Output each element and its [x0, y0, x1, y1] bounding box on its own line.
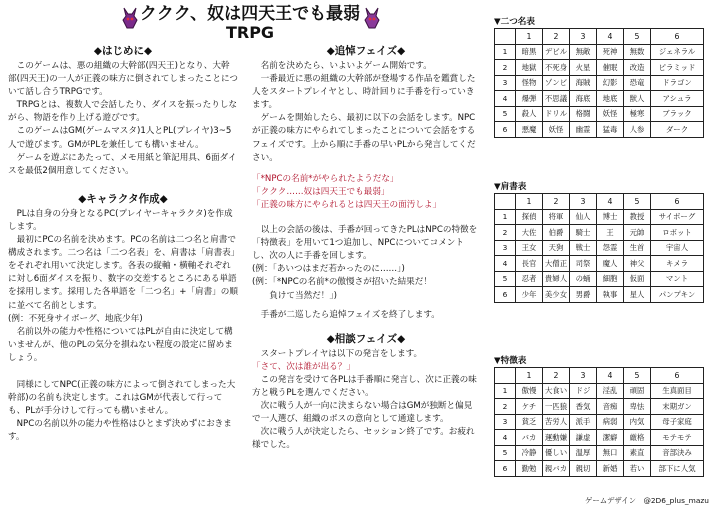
table-cell: パンプキン [651, 287, 704, 303]
table-cell: 仙人 [570, 209, 597, 225]
table-cell: 6 [495, 461, 516, 477]
table-cell: 獣人 [624, 91, 651, 107]
table-cell: 殺人 [516, 106, 543, 122]
table-cell: 病弱 [597, 414, 624, 430]
table-cell: 4 [597, 368, 624, 384]
table-row [495, 225, 704, 241]
table-cell: 無数 [624, 44, 651, 60]
title-table-block [494, 181, 704, 303]
table-cell: 戦士 [570, 240, 597, 256]
table-cell: 音痴 [597, 399, 624, 415]
table-cell: ケチ [516, 399, 543, 415]
table-cell: 末期ガン [651, 399, 704, 415]
character-paragraph: 名前以外の能力や性格についてはPLが自由に決定して構いませんが、他のPLの気分を損ねない程度の設定に留めましょう。 [8, 326, 233, 363]
table-cell: 4 [597, 194, 624, 210]
table-cell: 地底 [597, 91, 624, 107]
table-cell: 探偵 [516, 209, 543, 225]
table-cell: 5 [495, 271, 516, 287]
table-cell: 死神 [597, 44, 624, 60]
table-cell: 恐竜 [624, 75, 651, 91]
table-row [495, 383, 704, 399]
trait-table-block [494, 355, 704, 477]
intro-paragraph: このゲームはGM(ゲームマスタ)1人とPL(プレイヤ)3~5人で遊びます。GMがPLを兼任しても構いません。 [8, 126, 232, 150]
table-title: ▼肩書表 [494, 182, 527, 192]
table-cell: マント [651, 271, 704, 287]
table-row [495, 287, 704, 303]
table-cell: 極寒 [624, 106, 651, 122]
table-cell: 卑怯 [624, 399, 651, 415]
table-cell: 優しい [543, 445, 570, 461]
table-cell: 暗黒 [516, 44, 543, 60]
table-cell: の蛹 [570, 271, 597, 287]
table-cell: ドラゴン [651, 75, 704, 91]
table-cell: 貧乏 [516, 414, 543, 430]
table-cell: 不思議 [543, 91, 570, 107]
memorial-paragraph: 名前を決めたら、いよいよゲーム開始です。 [252, 61, 432, 71]
table-cell: 地獄 [516, 60, 543, 76]
table-cell: アシュラ [651, 91, 704, 107]
title-table [494, 193, 704, 303]
table-cell: 大食い [543, 383, 570, 399]
title-line-1: ククク、奴は四天王でも最弱 [139, 4, 361, 24]
table-cell: バカ [516, 430, 543, 446]
title-line-2: TRPG [225, 23, 275, 42]
table-row [495, 106, 704, 122]
table-cell: 生真面目 [651, 383, 704, 399]
table-cell: 元帥 [624, 225, 651, 241]
character-paragraph: NPCの名前以外の能力や性格はひとまず決めずにおきます。 [8, 419, 232, 443]
nickname-table [494, 28, 704, 138]
table-cell: 神父 [624, 256, 651, 272]
table-cell: 怪物 [516, 75, 543, 91]
table-cell: 幽霊 [570, 122, 597, 138]
table-cell: 忍者 [516, 271, 543, 287]
table-row [495, 256, 704, 272]
table-cell: 謙虚 [570, 430, 597, 446]
table-cell: 運動嫌 [543, 430, 570, 446]
table-cell: 2 [543, 368, 570, 384]
consult-paragraph: スタートプレイヤは以下の発言をします。 [252, 348, 423, 359]
memorial-paragraph: ゲームを開始したら、最初に以下の会話をします。NPCが正義の味方にやられてしまったことについて会話をするフェイズです。上から順に手番の早いPLから発言してください。 [252, 113, 476, 163]
table-cell: 海賊 [570, 75, 597, 91]
table-cell: 親バカ [543, 461, 570, 477]
design-credit: ゲームデザイン @2D6_plus_mazu [585, 496, 709, 505]
table-cell: 爆弾 [516, 91, 543, 107]
nickname-table-block [494, 16, 704, 138]
memorial-heading: ◆追悼フェイズ◆ [326, 45, 406, 57]
table-cell: 1 [516, 368, 543, 384]
spacer [252, 165, 480, 173]
table-cell: 1 [516, 29, 543, 45]
table-cell: キメラ [651, 256, 704, 272]
table-cell: デビル [543, 44, 570, 60]
intro-paragraph: このゲームは、悪の組織の大幹部(四天王)となり、大幹部(四天王)の一人が正義の味方に倒されてしまったことについて話し合うTRPGです。 [8, 61, 238, 98]
table-cell: 執事 [597, 287, 624, 303]
table-cell: 傲慢 [516, 383, 543, 399]
table-cell: 人参 [624, 122, 651, 138]
table-cell: ゾンビ [543, 75, 570, 91]
table-cell: 一匹狼 [543, 399, 570, 415]
table-row [495, 60, 704, 76]
table-cell: 6 [651, 368, 704, 384]
document-title [120, 4, 380, 42]
table-cell: 苦労人 [543, 414, 570, 430]
table-cell: 男爵 [570, 287, 597, 303]
table-cell: 1 [495, 209, 516, 225]
table-cell: 2 [543, 29, 570, 45]
memorial-paragraph: 以上の会話の後は、手番が回ってきたPLはNPCの特徴を「特徴表」を用いて1つ追加し、NPCについてコメントし、次の人に手番を回します。 [252, 225, 478, 262]
table-cell: 格闘 [570, 106, 597, 122]
table-cell: 母子家庭 [651, 414, 704, 430]
table-row [495, 271, 704, 287]
table-cell: 温厚 [570, 445, 597, 461]
table-cell: 猛毒 [597, 122, 624, 138]
middle-column [252, 44, 480, 452]
table-cell: 5 [495, 445, 516, 461]
table-header-row [495, 29, 704, 45]
table-cell: 3 [495, 240, 516, 256]
spacer [8, 365, 238, 379]
table-cell: 催眠 [597, 60, 624, 76]
table-cell: 淫乱 [597, 383, 624, 399]
character-paragraph: PLは自身の分身となるPC(プレイヤーキャラクタ)を作成します。 [8, 208, 233, 232]
consult-heading: ◆相談フェイズ◆ [326, 332, 406, 345]
table-cell: 2 [495, 60, 516, 76]
table-cell: 大僧正 [543, 256, 570, 272]
table-row [495, 44, 704, 60]
table-cell: 生首 [624, 240, 651, 256]
table-cell: 若い [624, 461, 651, 477]
table-cell: ロボット [651, 225, 704, 241]
table-row [495, 445, 704, 461]
memorial-example: (例：「あいつはまだ若かったのに……」) [252, 264, 405, 275]
table-cell: 4 [597, 29, 624, 45]
intro-heading: ◆はじめに◆ [93, 45, 153, 57]
table-cell: 貴婦人 [543, 271, 570, 287]
memorial-example: (例：「*NPCの名前*の傲慢さが招いた結果だ！ [252, 277, 432, 288]
table-row [495, 122, 704, 138]
table-cell: 6 [495, 287, 516, 303]
table-cell: 騎士 [570, 225, 597, 241]
table-cell: 美少女 [543, 287, 570, 303]
table-cell: 伯爵 [543, 225, 570, 241]
table-cell: 派手 [570, 414, 597, 430]
table-cell: ピラミッド [651, 60, 704, 76]
table-cell: 博士 [597, 209, 624, 225]
table-cell: 不死身 [543, 60, 570, 76]
table-cell: 2 [495, 225, 516, 241]
table-cell: 潔癖 [597, 430, 624, 446]
table-row [495, 414, 704, 430]
table-cell: 3 [570, 29, 597, 45]
table-cell: 3 [570, 194, 597, 210]
table-cell: 2 [495, 399, 516, 415]
table-cell: 頑固 [624, 383, 651, 399]
table-row [495, 209, 704, 225]
table-cell: 妖怪 [597, 106, 624, 122]
table-cell: 1 [516, 194, 543, 210]
table-cell: 4 [495, 430, 516, 446]
table-cell: 6 [651, 29, 704, 45]
intro-paragraph: TRPGとは、複数人で会話したり、ダイスを振ったりしながら、物語を作り上げる遊びです。 [8, 100, 238, 124]
table-cell: 無敵 [570, 44, 597, 60]
table-cell: 6 [495, 122, 516, 138]
consult-paragraph: この発言を受けて各PLは手番順に発言し、次に正義の味方と戦うPLを選んでください。 [252, 374, 477, 398]
table-cell: 3 [570, 368, 597, 384]
memorial-paragraph: 一番最近に悪の組織の大幹部が登場する作品を鑑賞した人をスタートプレイヤとし、時計回りに手番を行っていきます。 [252, 74, 476, 111]
memorial-quote: 「ククク……奴は四天王でも最弱」 [252, 186, 390, 197]
table-row [495, 430, 704, 446]
table-cell: 火星 [570, 60, 597, 76]
table-cell: 3 [495, 414, 516, 430]
table-header-row [495, 194, 704, 210]
table-cell: 怨霊 [597, 240, 624, 256]
table-cell: 3 [495, 75, 516, 91]
table-cell: ジェネラル [651, 44, 704, 60]
table-cell: 6 [651, 194, 704, 210]
character-heading: ◆キャラクタ作成◆ [78, 192, 168, 205]
memorial-paragraph: 手番が二巡したら追悼フェイズを終了します。 [252, 309, 440, 320]
trait-table [494, 367, 704, 477]
table-cell [495, 194, 516, 210]
table-cell: 1 [495, 383, 516, 399]
spacer [8, 178, 238, 192]
consult-paragraph: 次に戦う人が決定したら、セッション終了です。お疲れ様でした。 [252, 427, 475, 451]
left-column [8, 44, 238, 444]
table-cell: 無口 [597, 445, 624, 461]
table-header-row [495, 368, 704, 384]
table-cell: 冷静 [516, 445, 543, 461]
table-cell: 部下に人気 [651, 461, 704, 477]
table-cell: 宇宙人 [651, 240, 704, 256]
table-cell: 教授 [624, 209, 651, 225]
character-paragraph: 最初にPCの名前を決めます。PCの名前は二つ名と肩書で構成されます。二つ名は「二つ名表」を、肩書は「肩書表」をそれぞれ用いて決定します。各表の縦軸・横軸それぞれに対し6面ダイスを振り、数字の交差するところにある単語を採用します。採用した各単語を「二つ名」+「肩書」の順に並べて名前とします。 [8, 235, 238, 311]
table-cell [495, 29, 516, 45]
table-cell: 改造 [624, 60, 651, 76]
table-cell: ドリル [543, 106, 570, 122]
table-cell: 長官 [516, 256, 543, 272]
table-cell: 5 [624, 194, 651, 210]
table-cell: 天狗 [543, 240, 570, 256]
intro-paragraph: ゲームを遊ぶにあたって、メモ用紙と筆記用具、6面ダイスを最低2個用意してください。 [8, 152, 237, 176]
table-cell: 王女 [516, 240, 543, 256]
table-cell: 4 [495, 256, 516, 272]
memorial-quote: 「*NPCの名前*がやられたようだな」 [252, 173, 399, 184]
table-cell: 厳格 [624, 430, 651, 446]
table-cell: 素直 [624, 445, 651, 461]
table-cell: 5 [624, 29, 651, 45]
memorial-quote: 「正義の味方にやられるとは四天王の面汚しよ」 [252, 199, 442, 210]
table-cell: 仮面 [624, 271, 651, 287]
table-cell: 悪魔 [516, 122, 543, 138]
table-cell: ブラック [651, 106, 704, 122]
table-cell: モテモテ [651, 430, 704, 446]
table-cell: 司祭 [570, 256, 597, 272]
table-cell: 2 [543, 194, 570, 210]
table-cell: 星人 [624, 287, 651, 303]
table-cell: 海底 [570, 91, 597, 107]
table-cell: 香気 [570, 399, 597, 415]
character-paragraph: 同様にしてNPC(正義の味方によって倒されてしまった大幹部)の名前も決定します。これはGMが代表して行っても、PLが手分けして行っても構いません。 [8, 379, 236, 417]
table-cell [495, 368, 516, 384]
table-title: ▼特徴表 [494, 356, 527, 366]
table-title: ▼二つ名表 [494, 17, 535, 27]
table-cell: 王 [597, 225, 624, 241]
table-cell: 大佐 [516, 225, 543, 241]
table-cell: サイボーグ [651, 209, 704, 225]
table-cell: ダーク [651, 122, 704, 138]
memorial-example: 負けて当然だ！」) [252, 290, 337, 301]
consult-paragraph: 次に戦う人が一向に決まらない場合はGMが独断と偏見で一人選び、組織のボスの意向として通達します。 [252, 401, 473, 425]
table-cell: 将軍 [543, 209, 570, 225]
table-cell: 少年 [516, 287, 543, 303]
table-cell: 細胞 [597, 271, 624, 287]
spacer [252, 212, 480, 224]
table-row [495, 240, 704, 256]
consult-quote: 「さて、次は誰が出る？」 [252, 361, 355, 372]
table-cell: 1 [495, 44, 516, 60]
spacer [252, 322, 480, 332]
table-row [495, 461, 704, 477]
table-cell: 新婚 [597, 461, 624, 477]
table-row [495, 75, 704, 91]
table-cell: 5 [624, 368, 651, 384]
table-cell: 魔人 [597, 256, 624, 272]
table-cell: 勤勉 [516, 461, 543, 477]
table-cell: 妖怪 [543, 122, 570, 138]
table-cell: 親切 [570, 461, 597, 477]
table-cell: 音部決み [651, 445, 704, 461]
table-cell: 内気 [624, 414, 651, 430]
table-cell: 幻影 [597, 75, 624, 91]
table-cell: 5 [495, 106, 516, 122]
table-cell: ドジ [570, 383, 597, 399]
table-cell: 4 [495, 91, 516, 107]
table-row [495, 91, 704, 107]
character-example: (例：不死身サイボーグ、地底少年) [8, 313, 143, 324]
table-row [495, 399, 704, 415]
